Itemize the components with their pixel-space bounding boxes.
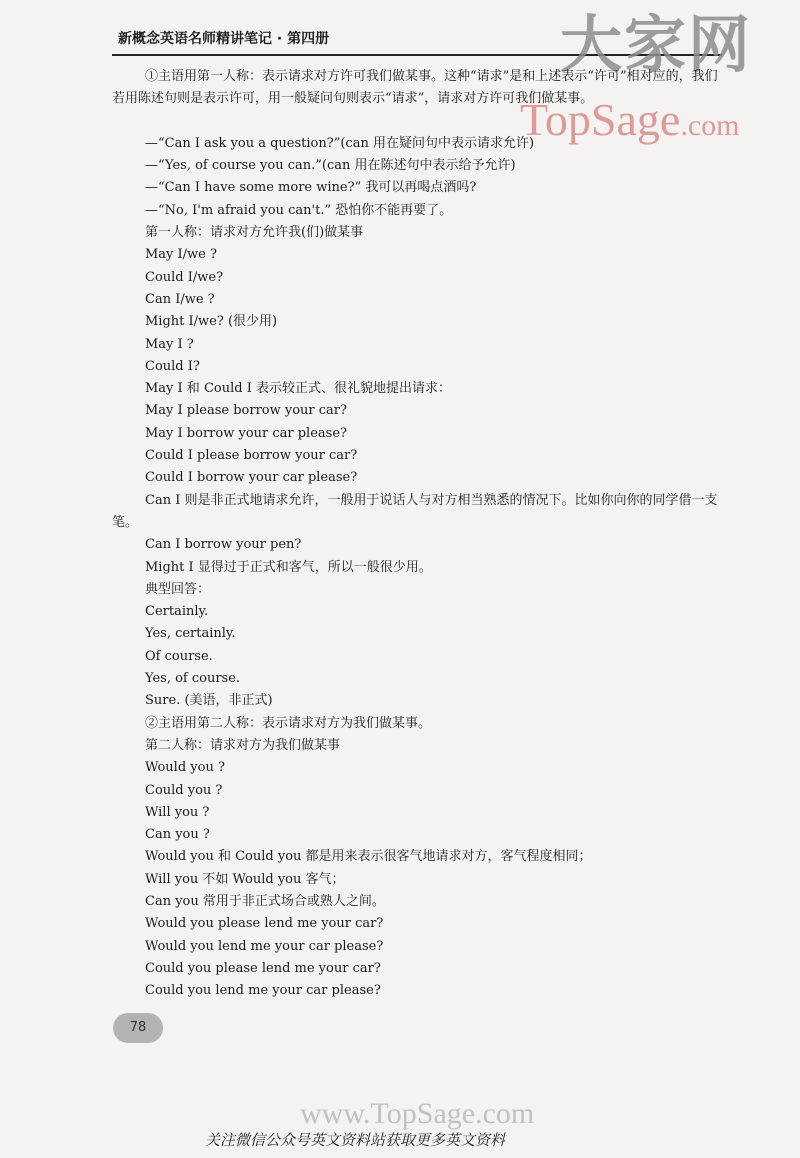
text-line: May I borrow your car please? bbox=[145, 425, 347, 441]
text-line: May I/we ? bbox=[145, 247, 217, 263]
page-body bbox=[112, 66, 724, 1002]
text-line: Could you lend me your car please? bbox=[145, 983, 381, 999]
text-line: 第一人称：请求对方允许我(们)做某事 bbox=[145, 225, 364, 241]
text-line: Certainly. bbox=[145, 604, 209, 620]
text-line: 典型回答： bbox=[145, 581, 211, 597]
watermark-brand: TopSage bbox=[520, 94, 681, 145]
text-line: —“No, I'm afraid you can't.” 恐怕你不能再要了。 bbox=[145, 202, 453, 218]
section-heading-second-person: ②主语用第二人称：表示请求对方为我们做某事。 bbox=[145, 715, 432, 731]
watermark-tld: .com bbox=[680, 109, 740, 142]
text-line: Can I/we ? bbox=[145, 291, 215, 307]
text-line: May I 和 Could I 表示较正式、很礼貌地提出请求： bbox=[145, 381, 451, 397]
paragraph-can-i: Can I 则是非正式地请求允许，一般用于说话人与对方相当熟悉的情况下。比如你向你的同学借一支笔。 bbox=[112, 492, 718, 530]
text-line: Yes, of course. bbox=[145, 671, 241, 687]
text-line: Could you please lend me your car? bbox=[145, 960, 381, 976]
watermark-footer-url: www.TopSage.com bbox=[300, 1097, 535, 1130]
text-line: Could I/we? bbox=[145, 269, 224, 285]
text-line: —“Can I ask you a question?”(can 用在疑问句中表示请求允许) bbox=[145, 135, 535, 151]
text-line: Could I borrow your car please? bbox=[145, 470, 358, 486]
text-line: Sure. (美语，非正式) bbox=[145, 693, 273, 709]
text-line: Would you ? bbox=[145, 760, 225, 776]
text-line: —“Yes, of course you can.”(can 用在陈述句中表示给予允许) bbox=[145, 158, 516, 174]
text-line: Will you ? bbox=[145, 804, 210, 820]
text-line: Would you lend me your car please? bbox=[145, 938, 384, 954]
text-line: Would you please lend me your car? bbox=[145, 916, 384, 932]
text-line: Might I 显得过于正式和客气，所以一般很少用。 bbox=[145, 559, 432, 575]
text-line: Might I/we? (很少用) bbox=[145, 314, 278, 330]
text-line: Can you 常用于非正式场合或熟人之间。 bbox=[145, 893, 385, 909]
text-line: —“Can I have some more wine?” 我可以再喝点酒吗? bbox=[145, 180, 477, 196]
text-line: Would you 和 Could you 都是用来表示很客气地请求对方，客气程度相同； bbox=[145, 849, 592, 865]
text-line: Will you 不如 Would you 客气； bbox=[145, 871, 345, 887]
text-line: May I please borrow your car? bbox=[145, 403, 347, 419]
text-line: Can you ? bbox=[145, 827, 210, 843]
text-line: Could you ? bbox=[145, 782, 223, 798]
text-line: Could I? bbox=[145, 358, 200, 374]
text-line: Of course. bbox=[145, 648, 213, 664]
text-line: May I ? bbox=[145, 336, 194, 352]
text-line: Can I borrow your pen? bbox=[145, 537, 302, 553]
running-header: 新概念英语名师精讲笔记 · 第四册 bbox=[118, 31, 330, 47]
watermark-logo-cn: 大家网 bbox=[560, 8, 753, 81]
footer-note: 关注微信公众号英文资料站获取更多英文资料 bbox=[205, 1131, 506, 1149]
paragraph-first-person-intro: ①主语用第一人称：表示请求对方许可我们做某事。这种“请求”是和上述表示“许可”相对应的，我们若用陈述句则是表示许可，用一般疑问句则表示“请求”，请求对方许可我们做某事。 bbox=[112, 69, 718, 107]
page-number-badge: 78 bbox=[113, 1013, 163, 1043]
text-line: Yes, certainly. bbox=[145, 626, 236, 642]
text-line: 第二人称：请求对方为我们做某事 bbox=[145, 737, 341, 753]
text-line: Could I please borrow your car? bbox=[145, 448, 358, 464]
